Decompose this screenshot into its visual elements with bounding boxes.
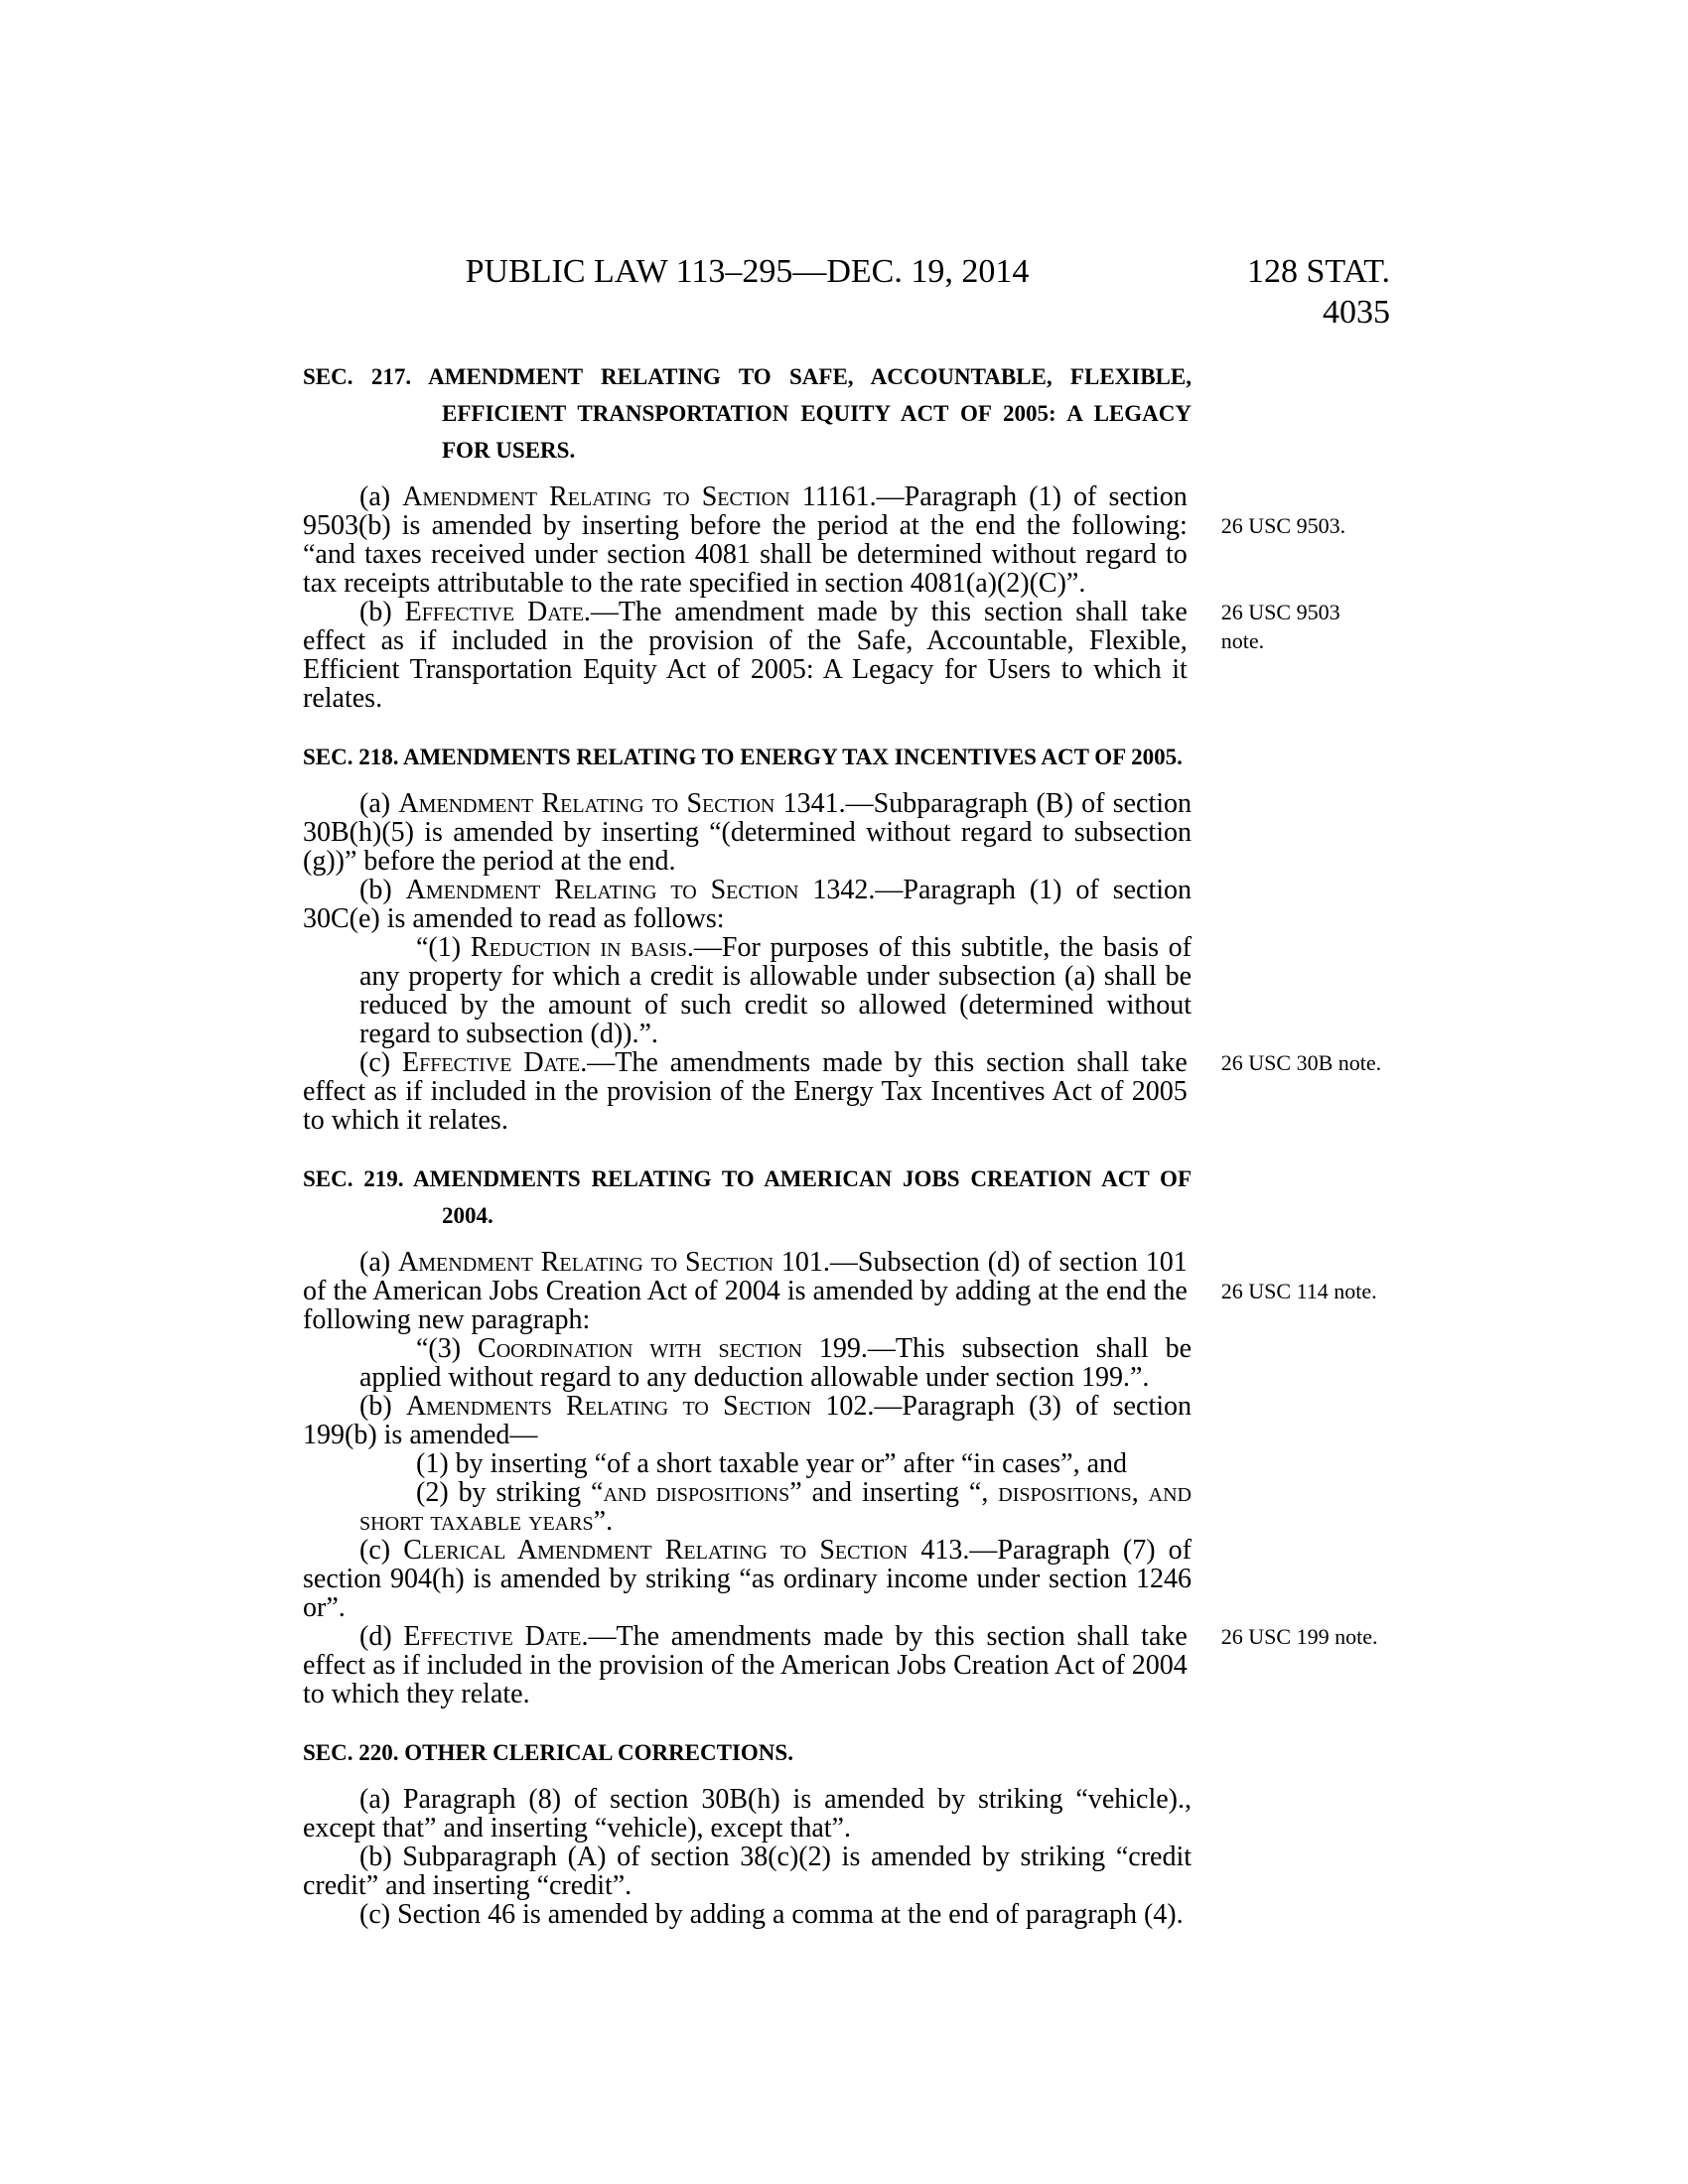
margin-note-line: 26 USC 114 note. [1220, 1279, 1377, 1303]
paragraph [303, 1536, 1192, 1622]
margin-note-line: 26 USC 9503 [1220, 600, 1340, 624]
text-run: (d) [359, 1621, 404, 1652]
text-run: ”. [593, 1506, 614, 1537]
text-run: Effective Date [402, 1047, 581, 1078]
section-heading [303, 1734, 1192, 1771]
section-heading [303, 1160, 1192, 1234]
paragraph [303, 1392, 1192, 1449]
text-run: “(3) [416, 1333, 479, 1364]
paragraph [303, 1248, 1188, 1334]
text-run: .—For purposes of this subtitle, the basis of any property for which a credit is allowable under subsection (a) shall be reduced by the amount of such credit so allowed (determined without regard to subsection (d)).”. [359, 932, 1192, 1049]
sub-paragraph [359, 933, 1192, 1048]
margin-note [1221, 598, 1390, 655]
text-run: (c) [359, 1535, 404, 1566]
doc-row [303, 482, 1390, 598]
text-run: .—Paragraph (3) of section 199(b) is amended— [303, 1391, 1192, 1450]
doc-row [303, 1048, 1390, 1135]
sub-paragraph [359, 1334, 1192, 1392]
text-run: .—Subparagraph (B) of section 30B(h)(5) is amended by inserting “(determined without regard to subsection (g))” before the period at the end. [303, 788, 1192, 877]
text-run: (b) [359, 875, 406, 905]
text-run: .—Paragraph (1) of section 30C(e) is amended to read as follows: [303, 875, 1192, 934]
text-run: SEC. 219. AMENDMENTS RELATING TO AMERICAN JOBS CREATION ACT OF 2004. [303, 1166, 1192, 1228]
doc-row [303, 1334, 1390, 1392]
doc-row [303, 876, 1390, 933]
text-run: (a) [359, 1247, 399, 1278]
paragraph [303, 876, 1192, 933]
text-run: .—The amendments made by this section shall take effect as if included in the provision of the Energy Tax Incentives Act of 2005 to which it relates. [303, 1047, 1188, 1136]
text-run: Amendment Relating to Section 101 [398, 1247, 823, 1278]
text-run: (1) by inserting “of a short taxable year or” after “in cases”, and [416, 1448, 1128, 1479]
margin-note [1221, 1048, 1390, 1077]
sub-paragraph [359, 1478, 1192, 1536]
paragraph [303, 1785, 1192, 1843]
margin-note-line: 26 USC 9503. [1220, 513, 1346, 538]
text-run: Amendment Relating to Section 11161 [402, 481, 870, 512]
paragraph [303, 482, 1188, 598]
margin-note [1221, 1622, 1390, 1651]
text-run: Amendment Relating to Section 1341 [398, 788, 839, 819]
doc-row [303, 1449, 1390, 1478]
doc-row [303, 1900, 1390, 1929]
doc-row [303, 1135, 1390, 1248]
section-heading [303, 739, 1192, 775]
running-header [303, 251, 1390, 333]
paragraph [303, 598, 1188, 713]
paragraph [303, 1843, 1192, 1900]
margin-note [1221, 1277, 1390, 1305]
document-body [303, 333, 1390, 1929]
text-run: Coordination with section 199 [478, 1333, 861, 1364]
text-run: SEC. 220. OTHER CLERICAL CORRECTIONS. [303, 1740, 793, 1765]
doc-row [303, 1785, 1390, 1843]
text-run: ” and inserting “, [789, 1477, 999, 1508]
margin-note [1221, 511, 1390, 540]
paragraph [303, 1048, 1188, 1135]
margin-note-line: 26 USC 199 note. [1220, 1624, 1378, 1649]
doc-row [303, 933, 1390, 1048]
text-run: Amendment Relating to Section 1342 [405, 875, 869, 905]
doc-row [303, 333, 1390, 482]
doc-row [303, 1478, 1390, 1536]
margin-note-line: note. [1220, 628, 1265, 653]
text-run: Clerical Amendment Relating to Section 413 [403, 1535, 963, 1566]
paragraph [303, 1900, 1192, 1929]
public-law-header: PUBLIC LAW 113–295—DEC. 19, 2014 [465, 253, 1030, 290]
doc-row [303, 1536, 1390, 1622]
doc-row [303, 1392, 1390, 1449]
text-run: dispositions, and short taxable years [359, 1477, 1193, 1537]
text-run: and dispositions [603, 1477, 790, 1508]
text-run: “(1) [416, 932, 471, 963]
text-run: Amendments Relating to Section 102 [405, 1391, 868, 1422]
text-run: .—The amendments made by this section shall take effect as if included in the provision of the American Jobs Creation Act of 2004 to which they relate. [303, 1621, 1188, 1709]
doc-row [303, 598, 1390, 713]
text-run: (b) [359, 597, 405, 627]
text-run: (b) Subparagraph (A) of section 38(c)(2) is amended by striking “credit credit” and inserting “credit”. [303, 1842, 1192, 1901]
doc-row [303, 1843, 1390, 1900]
text-run: (a) Paragraph (8) of section 30B(h) is amended by striking “vehicle)., except that” and inserting “vehicle), except that”. [303, 1784, 1192, 1843]
doc-row [303, 713, 1390, 789]
text-run: SEC. 217. AMENDMENT RELATING TO SAFE, ACCOUNTABLE, FLEXIBLE, EFFICIENT TRANSPORTATION EQUITY ACT OF 2005: A LEGACY FOR USERS. [303, 364, 1192, 463]
sub-paragraph [359, 1449, 1192, 1478]
section-heading [303, 358, 1192, 469]
doc-row [303, 1708, 1390, 1785]
text-run: (a) [359, 788, 399, 819]
text-run: .—Paragraph (1) of section 9503(b) is amended by inserting before the period at the end the following: “and taxes received under section 4081 shall be determined without regard to tax receipts attributable to the rate specified in section 4081(a)(2)(C)”. [303, 481, 1188, 599]
text-run: .—Paragraph (7) of section 904(h) is amended by striking “as ordinary income under section 1246 or”. [303, 1535, 1193, 1623]
doc-row [303, 1248, 1390, 1334]
doc-row [303, 1622, 1390, 1708]
text-run: .—The amendment made by this section shall take effect as if included in the provision of the Safe, Accountable, Flexible, Efficient Transportation Equity Act of 2005: A Legacy for Users to which it relates. [303, 597, 1188, 714]
text-run: (c) [359, 1047, 403, 1078]
text-run: Reduction in basis [470, 932, 687, 963]
text-run: (c) Section 46 is amended by adding a comma at the end of paragraph (4). [359, 1899, 1184, 1930]
text-run: (a) [359, 481, 403, 512]
text-run: (b) [359, 1391, 406, 1422]
text-run: .—This subsection shall be applied without regard to any deduction allowable under section 199.”. [359, 1333, 1193, 1393]
paragraph [303, 789, 1192, 876]
text-run: .—Subsection (d) of section 101 of the American Jobs Creation Act of 2004 is amended by adding at the end the following new paragraph: [303, 1247, 1188, 1335]
paragraph [303, 1622, 1188, 1708]
margin-note-line: 26 USC 30B note. [1220, 1050, 1382, 1075]
stat-page-number: 128 STAT. 4035 [1247, 253, 1390, 331]
doc-row [303, 789, 1390, 876]
text-run: SEC. 218. AMENDMENTS RELATING TO ENERGY TAX INCENTIVES ACT OF 2005. [303, 745, 1183, 769]
text-run: Effective Date [403, 1621, 582, 1652]
text-run: (2) by striking “ [416, 1477, 604, 1508]
text-run: Effective Date [404, 597, 584, 627]
